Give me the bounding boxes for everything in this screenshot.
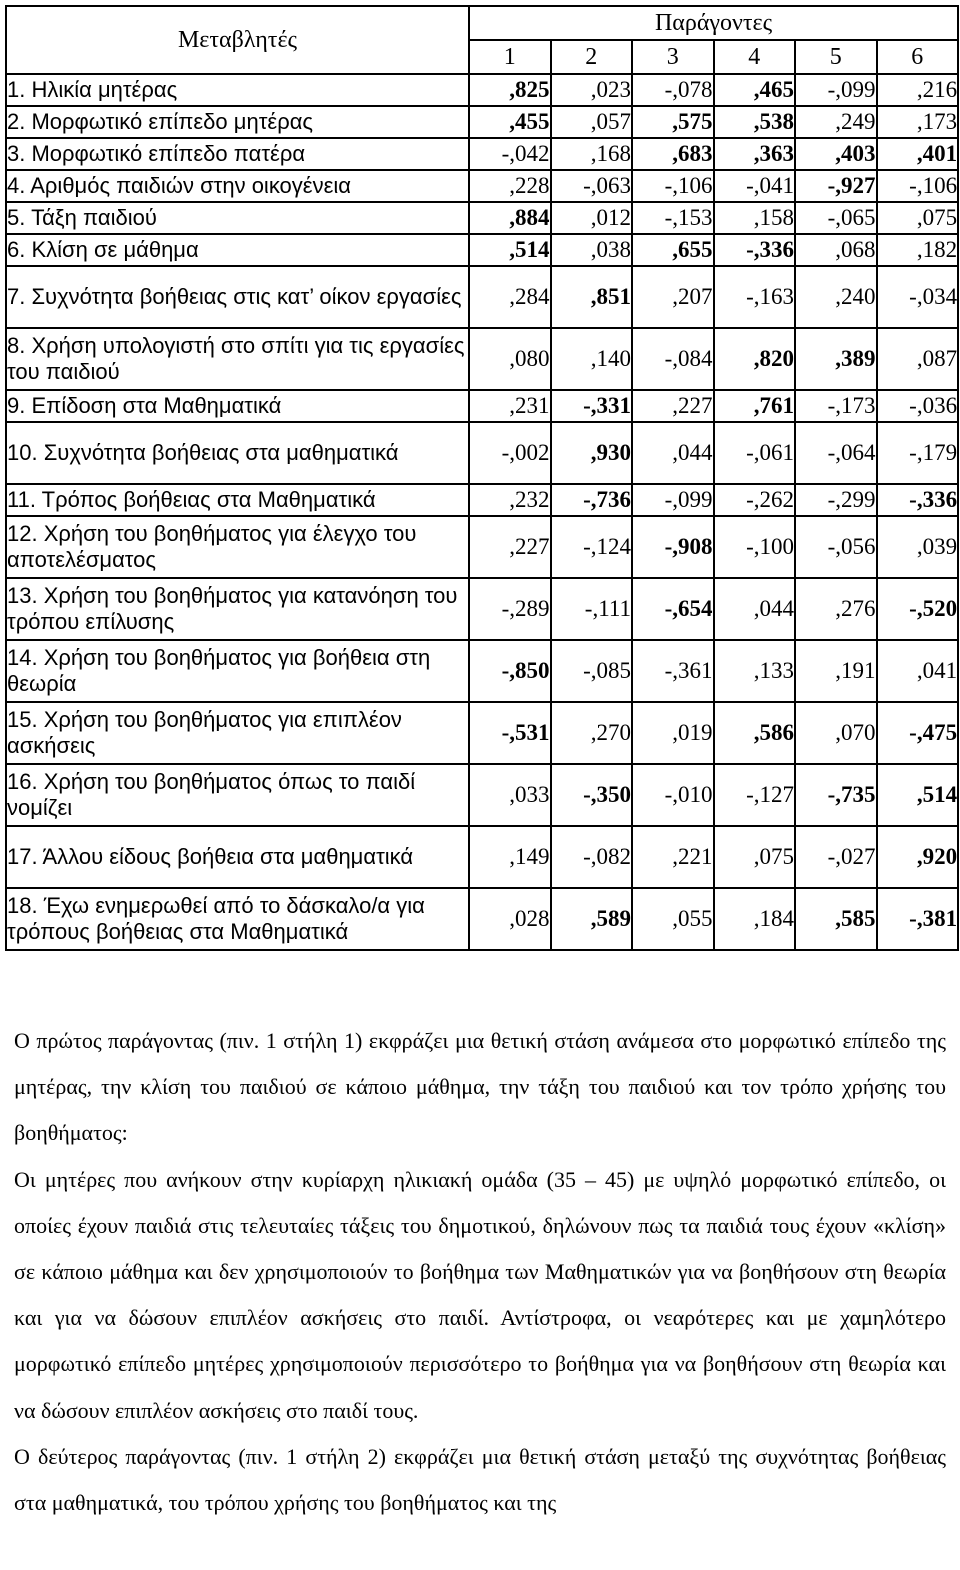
loading-value: ,585 [795,888,877,950]
table-row [6,516,958,578]
loading-value: -,179 [877,422,959,484]
loading-value: -,163 [714,266,796,328]
loading-value: -,099 [632,484,714,516]
loading-value: -,262 [714,484,796,516]
variable-label: 8. Χρήση υπολογιστή στο σπίτι για τις εργασίες του παιδιού [6,328,469,390]
loading-value: ,023 [551,74,633,106]
table-row [6,74,958,106]
loading-value: ,038 [551,234,633,266]
loading-value: -,042 [469,138,551,170]
table-row [6,640,958,702]
loading-value: ,228 [469,170,551,202]
factor-number-header: 5 [795,40,877,74]
loading-value: ,221 [632,826,714,888]
loading-value: -,654 [632,578,714,640]
factor-number-header: 2 [551,40,633,74]
loading-value: ,075 [877,202,959,234]
loading-value: ,403 [795,138,877,170]
loading-value: ,070 [795,702,877,764]
loading-value: ,140 [551,328,633,390]
loading-value: ,270 [551,702,633,764]
loading-value: -,336 [714,234,796,266]
loading-value: ,080 [469,328,551,390]
table-row [6,170,958,202]
table-body [6,74,958,950]
loading-value: -,735 [795,764,877,826]
loading-value: ,133 [714,640,796,702]
loading-value: ,514 [877,764,959,826]
loading-value: ,586 [714,702,796,764]
loading-value: ,825 [469,74,551,106]
variable-label: 6. Κλίση σε μάθημα [6,234,469,266]
loading-value: -,085 [551,640,633,702]
loading-value: ,575 [632,106,714,138]
loading-value: ,538 [714,106,796,138]
paragraph: Ο πρώτος παράγοντας (πιν. 1 στήλη 1) εκφράζει μια θετική στάση ανάμεσα στο μορφωτικό επίπεδο της μητέρας, την κλίση του παιδιού σε κάποιο μάθημα, την τάξη του παιδιού και τον τρόπο χρήσης του βοηθήματος: [14,1028,946,1146]
loading-value: -,908 [632,516,714,578]
variable-label: 13. Χρήση του βοηθήματος για κατανόηση του τρόπου επίλυσης [6,578,469,640]
loading-value: ,184 [714,888,796,950]
variable-label: 18. Έχω ενημερωθεί από το δάσκαλο/α για τρόπους βοήθειας στα Μαθηματικά [6,888,469,950]
loading-value: -,927 [795,170,877,202]
loading-value: -,299 [795,484,877,516]
loading-value: -,082 [551,826,633,888]
loading-value: ,514 [469,234,551,266]
loading-value: -,127 [714,764,796,826]
loading-value: -,084 [632,328,714,390]
table-row [6,202,958,234]
loading-value: ,851 [551,266,633,328]
loading-value: -,041 [714,170,796,202]
factors-header: Παράγοντες [469,6,958,40]
loading-value: ,055 [632,888,714,950]
loading-value: ,655 [632,234,714,266]
loading-value: ,231 [469,390,551,422]
loading-value: -,111 [551,578,633,640]
loading-value: ,249 [795,106,877,138]
loading-value: ,033 [469,764,551,826]
loading-value: -,475 [877,702,959,764]
table-row [6,328,958,390]
loading-value: ,232 [469,484,551,516]
variable-label: 15. Χρήση του βοηθήματος για επιπλέον ασκήσεις [6,702,469,764]
loading-value: -,061 [714,422,796,484]
loading-value: ,057 [551,106,633,138]
loading-value: -,056 [795,516,877,578]
loading-value: -,153 [632,202,714,234]
loading-value: ,216 [877,74,959,106]
loading-value: -,520 [877,578,959,640]
loading-value: ,930 [551,422,633,484]
loading-value: -,027 [795,826,877,888]
table-row [6,826,958,888]
loading-value: -,124 [551,516,633,578]
variable-label: 12. Χρήση του βοηθήματος για έλεγχο του αποτελέσματος [6,516,469,578]
variable-label: 4. Αριθμός παιδιών στην οικογένεια [6,170,469,202]
loading-value: -,381 [877,888,959,950]
loading-value: -,736 [551,484,633,516]
loading-value: ,087 [877,328,959,390]
table-row [6,764,958,826]
variable-label: 1. Ηλικία μητέρας [6,74,469,106]
loading-value: ,240 [795,266,877,328]
variable-label: 17. Άλλου είδους βοήθεια στα μαθηματικά [6,826,469,888]
loading-value: ,920 [877,826,959,888]
loading-value: ,455 [469,106,551,138]
table-row [6,234,958,266]
loading-value: ,884 [469,202,551,234]
variable-label: 16. Χρήση του βοηθήματος όπως το παιδί νομίζει [6,764,469,826]
factor-loadings-table [5,5,959,951]
loading-value: ,158 [714,202,796,234]
table-row [6,106,958,138]
factor-number-header: 3 [632,40,714,74]
loading-value: ,028 [469,888,551,950]
loading-value: ,039 [877,516,959,578]
loading-value: ,761 [714,390,796,422]
loading-value: ,041 [877,640,959,702]
loading-value: ,075 [714,826,796,888]
table-row [6,578,958,640]
loading-value: -,361 [632,640,714,702]
loading-value: -,034 [877,266,959,328]
loading-value: -,331 [551,390,633,422]
loading-value: -,350 [551,764,633,826]
loading-value: -,036 [877,390,959,422]
loading-value: ,683 [632,138,714,170]
loading-value: ,182 [877,234,959,266]
factor-number-header: 4 [714,40,796,74]
loading-value: -,002 [469,422,551,484]
loading-value: ,227 [632,390,714,422]
variable-label: 7. Συχνότητα βοήθειας στις κατ’ οίκον εργασίες [6,266,469,328]
variable-label: 5. Τάξη παιδιού [6,202,469,234]
variable-label: 11. Τρόπος βοήθειας στα Μαθηματικά [6,484,469,516]
loading-value: ,044 [714,578,796,640]
loading-value: ,173 [877,106,959,138]
variable-label: 3. Μορφωτικό επίπεδο πατέρα [6,138,469,170]
loading-value: -,100 [714,516,796,578]
loading-value: -,078 [632,74,714,106]
loading-value: ,589 [551,888,633,950]
loading-value: -,064 [795,422,877,484]
table-row [6,702,958,764]
loading-value: ,465 [714,74,796,106]
loading-value: ,401 [877,138,959,170]
table-row [6,138,958,170]
loading-value: ,207 [632,266,714,328]
loading-value: ,044 [632,422,714,484]
variables-header: Μεταβλητές [6,6,469,74]
paragraph: Ο δεύτερος παράγοντας (πιν. 1 στήλη 2) εκφράζει μια θετική στάση μεταξύ της συχνότητας βοήθειας στα μαθηματικά, του τρόπου χρήσης του βοηθήματος και της [14,1443,946,1516]
variable-label: 10. Συχνότητα βοήθειας στα μαθηματικά [6,422,469,484]
loading-value: -,065 [795,202,877,234]
loading-value: -,336 [877,484,959,516]
body-text [14,1018,946,1526]
variable-label: 14. Χρήση του βοηθήματος για βοήθεια στη θεωρία [6,640,469,702]
loading-value: -,173 [795,390,877,422]
variable-label: 9. Επίδοση στα Μαθηματικά [6,390,469,422]
loading-value: ,276 [795,578,877,640]
loading-value: ,284 [469,266,551,328]
factor-number-header: 1 [469,40,551,74]
loading-value: ,191 [795,640,877,702]
factor-number-header: 6 [877,40,959,74]
loading-value: ,820 [714,328,796,390]
table-row [6,390,958,422]
loading-value: -,106 [877,170,959,202]
loading-value: -,289 [469,578,551,640]
loading-value: -,850 [469,640,551,702]
loading-value: ,068 [795,234,877,266]
loading-value: ,149 [469,826,551,888]
table-row [6,484,958,516]
loading-value: ,168 [551,138,633,170]
loading-value: ,019 [632,702,714,764]
loading-value: -,106 [632,170,714,202]
loading-value: ,227 [469,516,551,578]
variable-label: 2. Μορφωτικό επίπεδο μητέρας [6,106,469,138]
table-row [6,888,958,950]
loading-value: -,099 [795,74,877,106]
loading-value: -,063 [551,170,633,202]
loading-value: -,531 [469,702,551,764]
loading-value: -,010 [632,764,714,826]
loading-value: ,389 [795,328,877,390]
loading-value: ,012 [551,202,633,234]
table-row [6,266,958,328]
table-row [6,422,958,484]
paragraph: Οι μητέρες που ανήκουν στην κυρίαρχη ηλικιακή ομάδα (35 – 45) με υψηλό μορφωτικό επίπεδο, οι οποίες έχουν παιδιά στις τελευταίες τάξεις του δημοτικού, δηλώνουν πως τα παιδιά τους έχουν «κλίση» σε κάποιο μάθημα και δεν χρησιμοποιούν το βοήθημα των Μαθηματικών για να βοηθήσουν στη θεωρία και για να δώσουν επιπλέον ασκήσεις στο παιδί. Αντίστροφα, οι νεαρότερες και με χαμηλότερο μορφωτικό επίπεδο μητέρες χρησιμοποιούν περισσότερο το βοήθημα για να βοηθήσουν στη θεωρία και να δώσουν επιπλέον ασκήσεις στο παιδί τους. [14,1166,946,1423]
loading-value: ,363 [714,138,796,170]
